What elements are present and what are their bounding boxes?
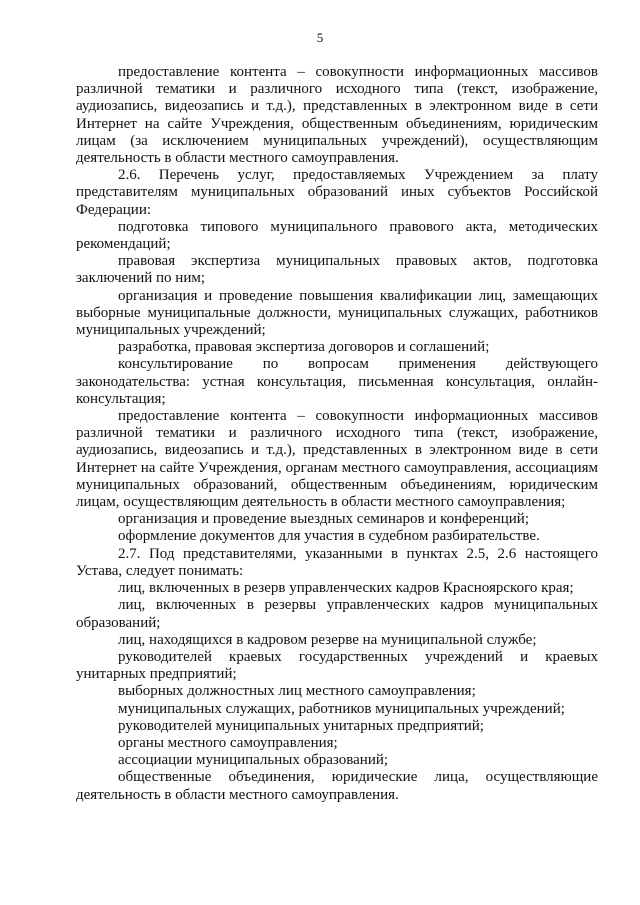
list-item: руководителей краевых государственных учреждений и краевых унитарных предприятий; [76, 648, 598, 683]
list-item: лиц, включенных в резерв управленческих кадров Красноярского края; [118, 580, 574, 597]
list-item: разработка, правовая экспертиза договоров и соглашений; [118, 339, 490, 356]
page-number: 5 [316, 30, 324, 45]
document-body [76, 64, 598, 804]
paragraph-section-2-7: 2.7. Под представителями, указанными в пунктах 2.5, 2.6 настоящего Устава, следует понимать: [76, 545, 598, 579]
list-item: организация и проведение повышения квалификации лиц, замещающих выборные муниципальные должности, муниципальных служащих, работников муниципальных учреждений; [76, 287, 598, 339]
list-item: подготовка типового муниципального правового акта, методических рекомендаций; [76, 218, 598, 253]
list-item: консультирование по вопросам применения действующего законодательства: устная консультация, письменная консультация, онлайн-консультация; [76, 356, 598, 407]
list-item: выборных должностных лиц местного самоуправления; [118, 683, 476, 700]
list-item: предоставление контента – совокупности информационных массивов различной тематики и различного исходного типа (текст, изображение, аудиозапись, видеозапись и т.д.), представленных в электронном виде в сети Интернет на сайте Учреждения, органам местного самоуправления, ассоциациям муниципальных образований, общественным объединениям, юридическим лицам, осуществляющим деятельность в области местного самоуправления; [76, 408, 598, 511]
list-item: ассоциации муниципальных образований; [118, 752, 389, 769]
list-item: руководителей муниципальных унитарных предприятий; [118, 717, 484, 734]
list-item: общественные объединения, юридические лица, осуществляющие деятельность в области местного самоуправления. [76, 769, 598, 803]
paragraph-section-2-6: 2.6. Перечень услуг, предоставляемых Учреждением за плату представителям муниципальных образований иных субъектов Российской Федерации: [76, 167, 598, 218]
list-item: организация и проведение выездных семинаров и конференций; [118, 511, 529, 528]
list-item: органы местного самоуправления; [118, 734, 338, 751]
list-item: правовая экспертиза муниципальных правовых актов, подготовка заключений по ним; [76, 253, 598, 287]
list-item: муниципальных служащих, работников муниципальных учреждений; [118, 700, 565, 717]
paragraph-content-provision: предоставление контента – совокупности информационных массивов различной тематики и различного исходного типа (текст, изображение, аудиозапись, видеозапись и т.д.), представленных в электронном виде в сети Интернет на сайте Учреждения, общественным объединениям, юридическим лицам (за исключением муниципальных учреждений), осуществляющим деятельность в области местного самоуправления. [76, 64, 598, 167]
list-item: лиц, включенных в резервы управленческих кадров муниципальных образований; [76, 597, 598, 631]
list-item: лиц, находящихся в кадровом резерве на муниципальной службе; [118, 631, 537, 648]
list-item: оформление документов для участия в судебном разбирательстве. [118, 528, 540, 545]
